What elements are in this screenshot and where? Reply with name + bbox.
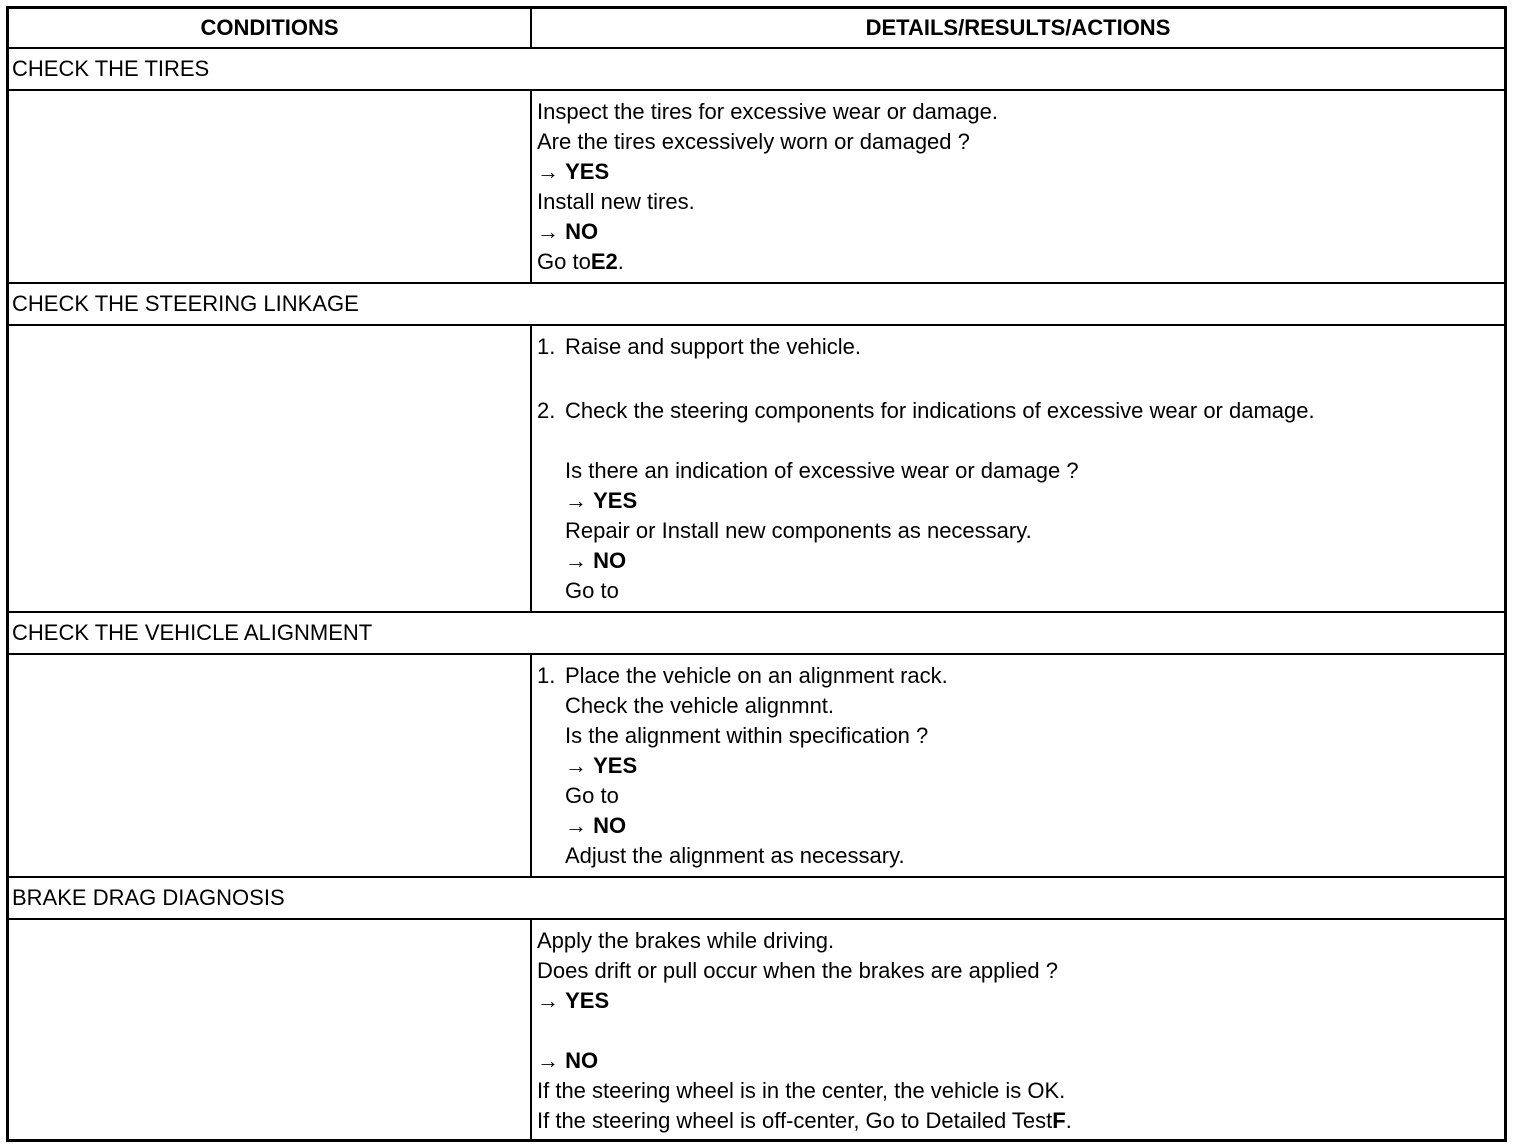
detail-line xyxy=(537,247,1504,277)
detail-text: Adjust the alignment as necessary. xyxy=(565,843,905,868)
answer-no: NO xyxy=(593,813,627,838)
section-header-row xyxy=(9,284,1504,326)
detail-line xyxy=(537,956,1504,986)
detail-text: Is the alignment within specification ? xyxy=(565,723,929,748)
details-cell xyxy=(532,91,1504,282)
detail-text: Inspect the tires for excessive wear or damage. xyxy=(537,99,998,124)
spacer xyxy=(537,1016,1504,1046)
detail-line xyxy=(537,926,1504,956)
section-content-row xyxy=(9,655,1504,878)
detail-line xyxy=(537,516,1504,546)
answer-arrow: → xyxy=(565,548,587,573)
step-number: 1. xyxy=(537,663,556,688)
section-title: CHECK THE VEHICLE ALIGNMENT xyxy=(12,620,373,645)
detail-text-tail: . xyxy=(617,249,624,274)
section-title: BRAKE DRAG DIAGNOSIS xyxy=(12,885,285,910)
conditions-cell xyxy=(9,91,532,282)
answer-arrow: → xyxy=(537,159,559,184)
conditions-cell xyxy=(9,326,532,611)
section-header-row xyxy=(9,878,1504,920)
answer-line xyxy=(537,1046,1504,1076)
answer-line xyxy=(537,986,1504,1016)
spacer xyxy=(537,426,1504,456)
answer-arrow: → xyxy=(565,753,587,778)
details-cell xyxy=(532,655,1504,876)
answer-arrow: → xyxy=(537,1048,559,1073)
step-line xyxy=(537,396,1504,426)
detail-text: Are the tires excessively worn or damaged ? xyxy=(537,129,970,154)
step-line xyxy=(537,332,1504,362)
step-number: 1. xyxy=(537,334,556,359)
details-header: DETAILS/RESULTS/ACTIONS xyxy=(865,15,1171,40)
detail-text: Place the vehicle on an alignment rack. xyxy=(565,663,948,688)
test-reference: E2 xyxy=(590,249,618,274)
section-title: CHECK THE TIRES xyxy=(12,56,210,81)
detail-line xyxy=(537,97,1504,127)
detail-text: Raise and support the vehicle. xyxy=(565,334,861,359)
detail-text: If the steering wheel is in the center, the vehicle is OK. xyxy=(537,1078,1066,1103)
detail-line xyxy=(537,721,1504,751)
detail-text: Apply the brakes while driving. xyxy=(537,928,835,953)
section-header-row xyxy=(9,49,1504,91)
detail-text: Go to xyxy=(565,783,619,808)
detail-line xyxy=(537,691,1504,721)
answer-yes: YES xyxy=(565,159,610,184)
conditions-cell xyxy=(9,920,532,1139)
section-title: CHECK THE STEERING LINKAGE xyxy=(12,291,359,316)
answer-yes: YES xyxy=(593,488,638,513)
section-header-row xyxy=(9,613,1504,655)
detail-text: Check the vehicle alignmnt. xyxy=(565,693,835,718)
answer-no: NO xyxy=(565,219,599,244)
answer-line xyxy=(537,751,1504,781)
section-content-row xyxy=(9,326,1504,613)
spacer xyxy=(537,362,1504,396)
detail-text: Is there an indication of excessive wear or damage ? xyxy=(565,458,1079,483)
detail-text: Go to xyxy=(565,578,619,603)
answer-line xyxy=(537,811,1504,841)
conditions-cell xyxy=(9,655,532,876)
detail-text: If the steering wheel is off-center, Go to Detailed Test xyxy=(537,1108,1053,1133)
answer-arrow: → xyxy=(537,219,559,244)
answer-no: NO xyxy=(593,548,627,573)
answer-arrow: → xyxy=(537,988,559,1013)
answer-arrow: → xyxy=(565,488,587,513)
detail-line xyxy=(537,127,1504,157)
section-content-row xyxy=(9,920,1504,1139)
step-line xyxy=(537,661,1504,691)
diagnostic-table xyxy=(6,6,1507,1142)
conditions-header: CONDITIONS xyxy=(9,9,532,47)
detail-text: Does drift or pull occur when the brakes are applied ? xyxy=(537,958,1058,983)
answer-no: NO xyxy=(565,1048,599,1073)
answer-arrow: → xyxy=(565,813,587,838)
answer-line xyxy=(537,546,1504,576)
detail-text: Repair or Install new components as necessary. xyxy=(565,518,1032,543)
detail-text: Install new tires. xyxy=(537,189,695,214)
answer-line xyxy=(537,217,1504,247)
detail-line xyxy=(537,456,1504,486)
table-header-row xyxy=(9,9,1504,49)
answer-line xyxy=(537,486,1504,516)
detail-text-tail: . xyxy=(1065,1108,1072,1133)
details-cell xyxy=(532,326,1504,611)
detail-text: Go to xyxy=(537,249,591,274)
detail-line xyxy=(537,781,1504,811)
section-content-row xyxy=(9,91,1504,284)
detail-text: Check the steering components for indications of excessive wear or damage. xyxy=(565,398,1315,423)
answer-line xyxy=(537,157,1504,187)
detail-line xyxy=(537,576,1504,606)
detail-line xyxy=(537,841,1504,871)
details-cell xyxy=(532,920,1504,1139)
answer-yes: YES xyxy=(565,988,610,1013)
test-reference: F xyxy=(1052,1108,1066,1133)
step-number: 2. xyxy=(537,398,556,423)
answer-yes: YES xyxy=(593,753,638,778)
detail-line xyxy=(537,187,1504,217)
detail-line xyxy=(537,1106,1504,1136)
detail-line xyxy=(537,1076,1504,1106)
